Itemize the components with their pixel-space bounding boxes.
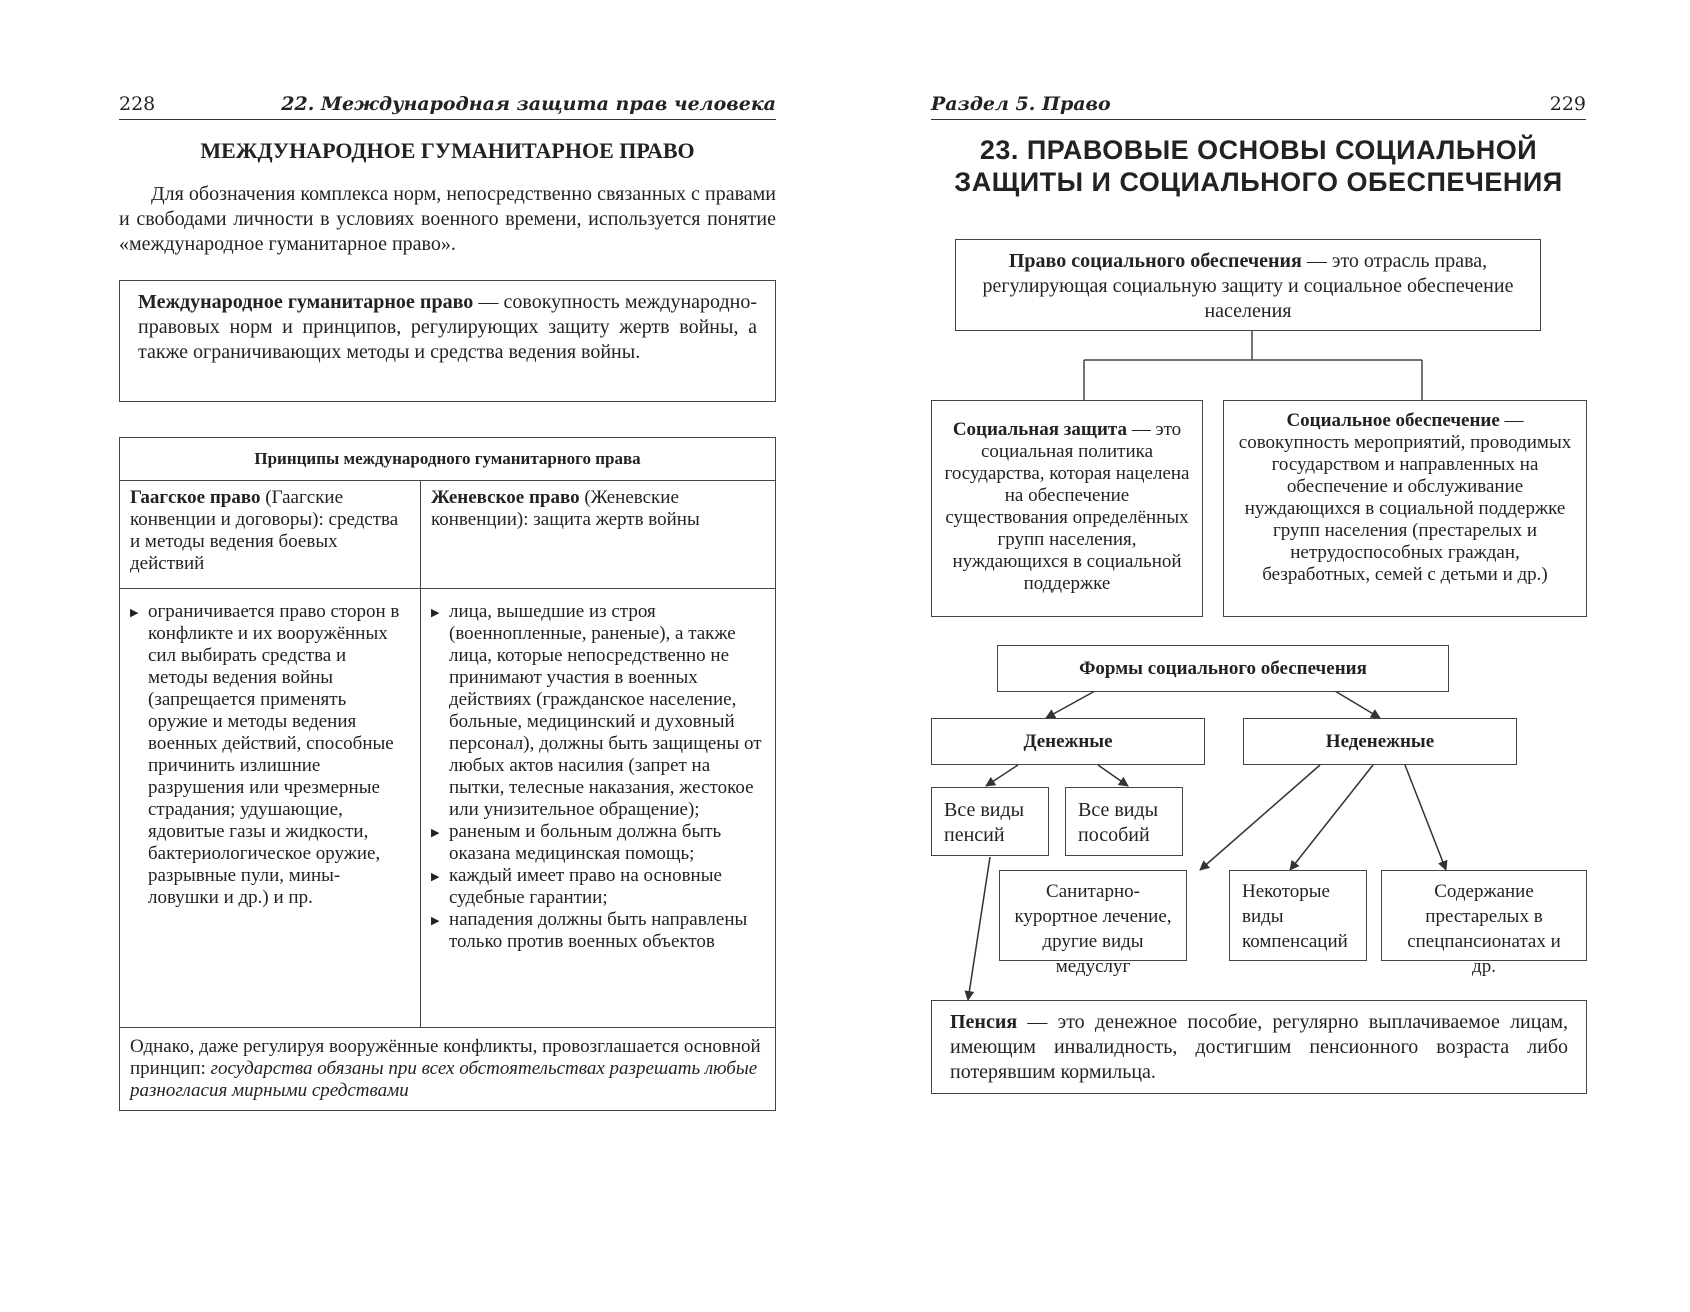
forms-title: Формы социального обеспечения bbox=[1079, 658, 1367, 679]
right-page-number: 229 bbox=[1549, 93, 1586, 115]
ihl-definition-text: — совокупность международно-правовых норм и принципов, регулирующих защиту жертв войны, а также ограничивающих методы и средства ведения войны. bbox=[138, 291, 757, 363]
social-protection-box bbox=[931, 400, 1203, 617]
benefits-box bbox=[1065, 787, 1183, 856]
care-homes-box bbox=[1381, 870, 1587, 977]
non-monetary-label: Неденежные bbox=[1325, 731, 1435, 752]
pensions-box bbox=[931, 787, 1049, 856]
social-protection-text: — это социальная политика государства, которая нацелена на обеспечение существования определённых групп населения, нуждающихся в социальной поддержке bbox=[944, 419, 1190, 594]
pension-term: Пенсия bbox=[950, 1011, 1018, 1033]
pension-definition-text: — это денежное пособие, регулярно выплачиваемое лицам, имеющим инвалидность, достигшим пенсионного возраста либо потерявшим кормильца. bbox=[950, 1011, 1568, 1083]
list-item: ▶ нападения должны быть направлены только против военных объектов bbox=[431, 909, 765, 953]
compensations-label: Некоторые виды компенсаций bbox=[1242, 881, 1348, 952]
left-running-header: 22. Международная защита прав человека bbox=[281, 93, 776, 115]
footer-italic-text: государства обязаны при всех обстоятельствах разрешать любые разногласия мирными средствами bbox=[130, 1058, 758, 1101]
hague-law-desc: (Гаагские конвенции и договоры): средства и методы ведения боевых действий bbox=[130, 487, 399, 574]
principles-table-header: Принципы международного гуманитарного права bbox=[120, 438, 776, 481]
forms-box bbox=[997, 645, 1449, 692]
pension-definition-box bbox=[931, 1000, 1587, 1094]
care-homes-label: Содержание престарелых в спецпансионатах и др. bbox=[1407, 881, 1561, 977]
social-security-law-box bbox=[955, 239, 1541, 331]
social-security-text: — совокупность мероприятий, проводимых государством и направленных на обеспечение и обслуживание нуждающихся в социальной поддержке групп населения (престарелых и нетрудоспособных граждан, безработных, семей с детьми и др.) bbox=[1238, 410, 1572, 585]
list-item: ▶ ограничивается право сторон в конфликте и их вооружённых сил выбирать средства и методы ведения войны (запрещается применять оружие и методы ведения военных действий, способные причинить излишние разрушения или чрезмерные страдания; удушающие, ядовитые газы и жидкости, бактериологическое оружие, разрывные пули, мины-ловушки и др.) и пр. bbox=[130, 601, 410, 909]
footer-plain-text: Однако, даже регулируя вооружённые конфликты, провозглашается основной принцип: bbox=[130, 1036, 761, 1079]
social-security-box bbox=[1223, 400, 1587, 617]
intro-text: Для обозначения комплекса норм, непосредственно связанных с правами и свободами личности в условиях военного времени, используется понятие «международное гуманитарное право». bbox=[119, 183, 776, 255]
monetary-box bbox=[931, 718, 1205, 765]
list-item: ▶ раненым и больным должна быть оказана медицинская помощь; bbox=[431, 821, 765, 865]
pensions-label: Все виды пенсий bbox=[944, 799, 1025, 846]
social-security-law-text: — это отрасль права, регулирующая социальную защиту и социальное обеспечение населения bbox=[982, 250, 1514, 322]
left-page-title: МЕЖДУНАРОДНОЕ ГУМАНИТАРНОЕ ПРАВО bbox=[200, 138, 695, 163]
right-title-line-2: ЗАЩИТЫ И СОЦИАЛЬНОГО ОБЕСПЕЧЕНИЯ bbox=[954, 167, 1563, 197]
list-item: ▶ лица, вышедшие из строя (военнопленные, раненые), а также лица, которые непосредственно не принимают участия в военных действиях (гражданское население, больные, медицинский и духовный персонал), должны быть защищены от любых актов насилия (запрет на пытки, телесные наказания, жестокое или унизительное обращение); bbox=[431, 601, 765, 821]
geneva-law-term: Женевское право bbox=[431, 487, 580, 508]
list-item: ▶ каждый имеет право на основные судебные гарантии; bbox=[431, 865, 765, 909]
social-protection-term: Социальная защита bbox=[952, 419, 1127, 440]
compensations-box bbox=[1229, 870, 1367, 961]
hague-law-term: Гаагское право bbox=[130, 487, 261, 508]
ihl-term: Международное гуманитарное право bbox=[138, 291, 474, 313]
social-security-term: Социальное обеспечение bbox=[1286, 410, 1500, 431]
sanatorium-box bbox=[999, 870, 1187, 977]
sanatorium-label: Санитарно-курортное лечение, другие виды медуслуг bbox=[1014, 881, 1172, 977]
benefits-label: Все виды пособий bbox=[1078, 799, 1159, 846]
right-title-line-1: 23. ПРАВОВЫЕ ОСНОВЫ СОЦИАЛЬНОЙ bbox=[979, 135, 1538, 165]
non-monetary-box bbox=[1243, 718, 1517, 765]
social-security-law-term: Право социального обеспечения bbox=[1008, 250, 1302, 272]
left-page-number: 228 bbox=[119, 93, 156, 115]
right-running-header: Раздел 5. Право bbox=[931, 93, 1111, 115]
geneva-law-desc: (Женевские конвенции): защита жертв войны bbox=[431, 487, 700, 530]
monetary-label: Денежные bbox=[1023, 731, 1113, 752]
